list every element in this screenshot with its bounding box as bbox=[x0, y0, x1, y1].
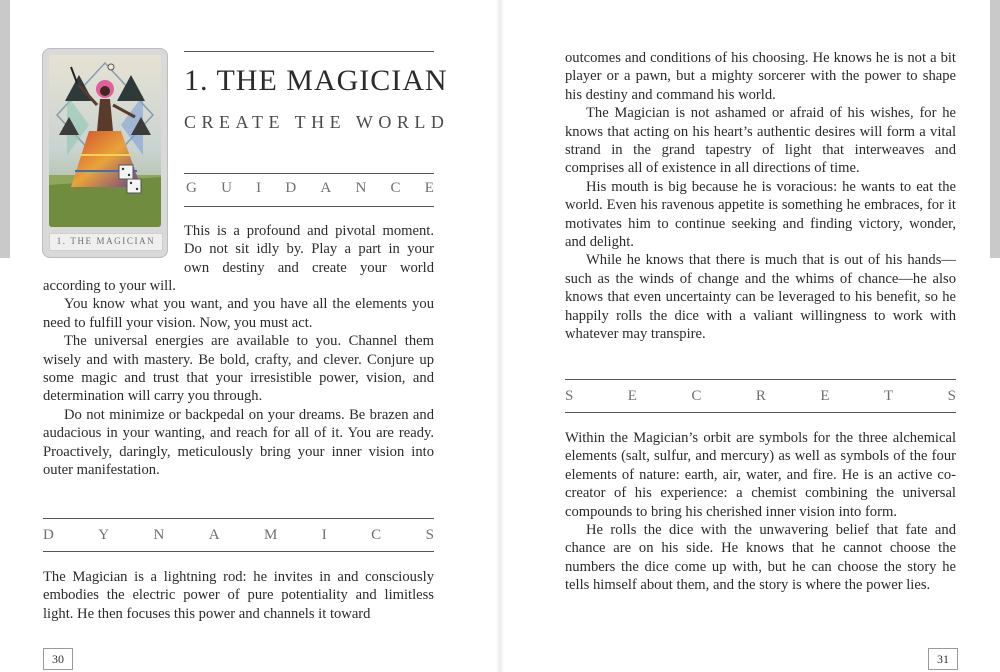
heading-letter: E bbox=[820, 388, 830, 404]
page-title: 1. THE MAGICIAN bbox=[184, 64, 448, 97]
heading-letter: C bbox=[371, 527, 382, 543]
heading-letter: D bbox=[43, 527, 54, 543]
secrets-top-rule bbox=[565, 379, 956, 380]
secrets-body bbox=[565, 429, 956, 595]
heading-letter: I bbox=[256, 180, 262, 196]
heading-letter: C bbox=[390, 180, 401, 196]
page-edge-right bbox=[990, 0, 1000, 258]
guidance-line: Do not sit idly by. Play a part in your bbox=[184, 241, 434, 258]
heading-letter: S bbox=[947, 388, 956, 404]
guidance-heading bbox=[186, 180, 434, 197]
guidance-paragraph: You know what you want, and you have all the elements you need to fulfill your vision. Now, you must act. bbox=[43, 296, 434, 331]
dynamics-top-rule bbox=[43, 518, 434, 519]
page-number-left: 30 bbox=[43, 648, 73, 670]
guidance-paragraph: The universal energies are available to you. Channel them wisely and with mastery. Be bold, crafty, and clever. Conjure up some magic and trust that your irresistible power, vision, and determination will carry you through. bbox=[43, 333, 434, 405]
heading-letter: A bbox=[208, 527, 220, 543]
secrets-paragraph: Within the Magician’s orbit are symbols for the three alchemical elements (salt, sulfur, and mercury) as well as symbols of the four elements of nature: earth, air, water, and fire. He is an active co-creator of his experience: a chemist combining the universal compounds to bring his cherished inner vision into form. bbox=[565, 430, 956, 520]
heading-letter: N bbox=[153, 527, 165, 543]
dynamics-paragraph: While he knows that there is much that is out of his hands—such as the winds of change and the whims of chance—he also knows that even uncertainty can be leveraged to his benefit, so he happily rolls the dice with a valiant willingness to work with whatever may transpire. bbox=[565, 252, 956, 343]
heading-letter: G bbox=[186, 180, 197, 196]
card-caption: 1. THE MAGICIAN bbox=[49, 233, 163, 251]
heading-letter: E bbox=[627, 388, 637, 404]
guidance-paragraph: according to your will. bbox=[43, 278, 176, 294]
book-gutter bbox=[496, 0, 504, 672]
heading-letter: S bbox=[565, 388, 574, 404]
heading-letter: E bbox=[424, 180, 434, 196]
secrets-bottom-rule bbox=[565, 412, 956, 413]
secrets-heading bbox=[565, 388, 956, 405]
heading-letter: T bbox=[883, 388, 894, 404]
guidance-bottom-rule bbox=[184, 206, 434, 207]
heading-letter: R bbox=[755, 388, 766, 404]
guidance-line: own destiny and create your world bbox=[184, 259, 434, 276]
dynamics-paragraph: outcomes and conditions of his choosing. He knows he is not a bit player or a pawn, but a mighty sorcerer with the power to shape his destiny and command his world. bbox=[565, 50, 956, 103]
page-number-right: 31 bbox=[928, 648, 958, 670]
heading-letter: M bbox=[264, 527, 278, 543]
heading-letter: Y bbox=[98, 527, 110, 543]
dynamics-heading bbox=[43, 527, 434, 544]
heading-letter: C bbox=[691, 388, 702, 404]
title-top-rule bbox=[184, 51, 434, 52]
heading-letter: N bbox=[355, 180, 367, 196]
heading-letter: D bbox=[285, 180, 297, 196]
card-illustration bbox=[49, 55, 161, 227]
dynamics-continued bbox=[565, 49, 956, 344]
page-subtitle: CREATE THE WORLD bbox=[184, 112, 450, 132]
heading-letter: I bbox=[321, 527, 327, 543]
guidance-wrap-text bbox=[184, 222, 434, 277]
dynamics-paragraph: The Magician is not ashamed or afraid of his wishes, for he knows that acting on his heart’s authentic desires will form a vital strand in the grand tapestry of light that interweaves and comprises all of existence in all directions of time. bbox=[565, 105, 956, 177]
heading-letter: S bbox=[425, 527, 434, 543]
tarot-card-image bbox=[42, 48, 168, 258]
guidance-line: This is a profound and pivotal moment. bbox=[184, 223, 434, 239]
dynamics-body bbox=[43, 568, 434, 623]
dynamics-paragraph: His mouth is big because he is voracious: he wants to eat the world. Even his ravenous appetite is something he embraces, for it motivates him to continue seeking and finding victory, wonder, and delight. bbox=[565, 178, 956, 251]
guidance-top-rule bbox=[184, 173, 434, 174]
page-edge-left bbox=[0, 0, 10, 258]
dynamics-bottom-rule bbox=[43, 551, 434, 552]
secrets-paragraph: He rolls the dice with the unwavering belief that fate and chance are on his side. He knows that he cannot choose the numbers the dice come up with, but he can choose the story he tells himself about them, and the story is where the power lies. bbox=[565, 522, 956, 594]
heading-letter: U bbox=[221, 180, 232, 196]
dynamics-paragraph: The Magician is a lightning rod: he invites in and consciously embodies the electric power of pure potentiality and limitless light. He then focuses this power and channels it toward bbox=[43, 569, 434, 622]
heading-letter: A bbox=[320, 180, 332, 196]
guidance-paragraph: Do not minimize or backpedal on your dreams. Be brazen and audacious in your wanting, and reach for all of it. You are ready. Proactively, daringly, meticulously bring your inner vision into outer manifestation. bbox=[43, 406, 434, 479]
guidance-body bbox=[43, 277, 434, 479]
